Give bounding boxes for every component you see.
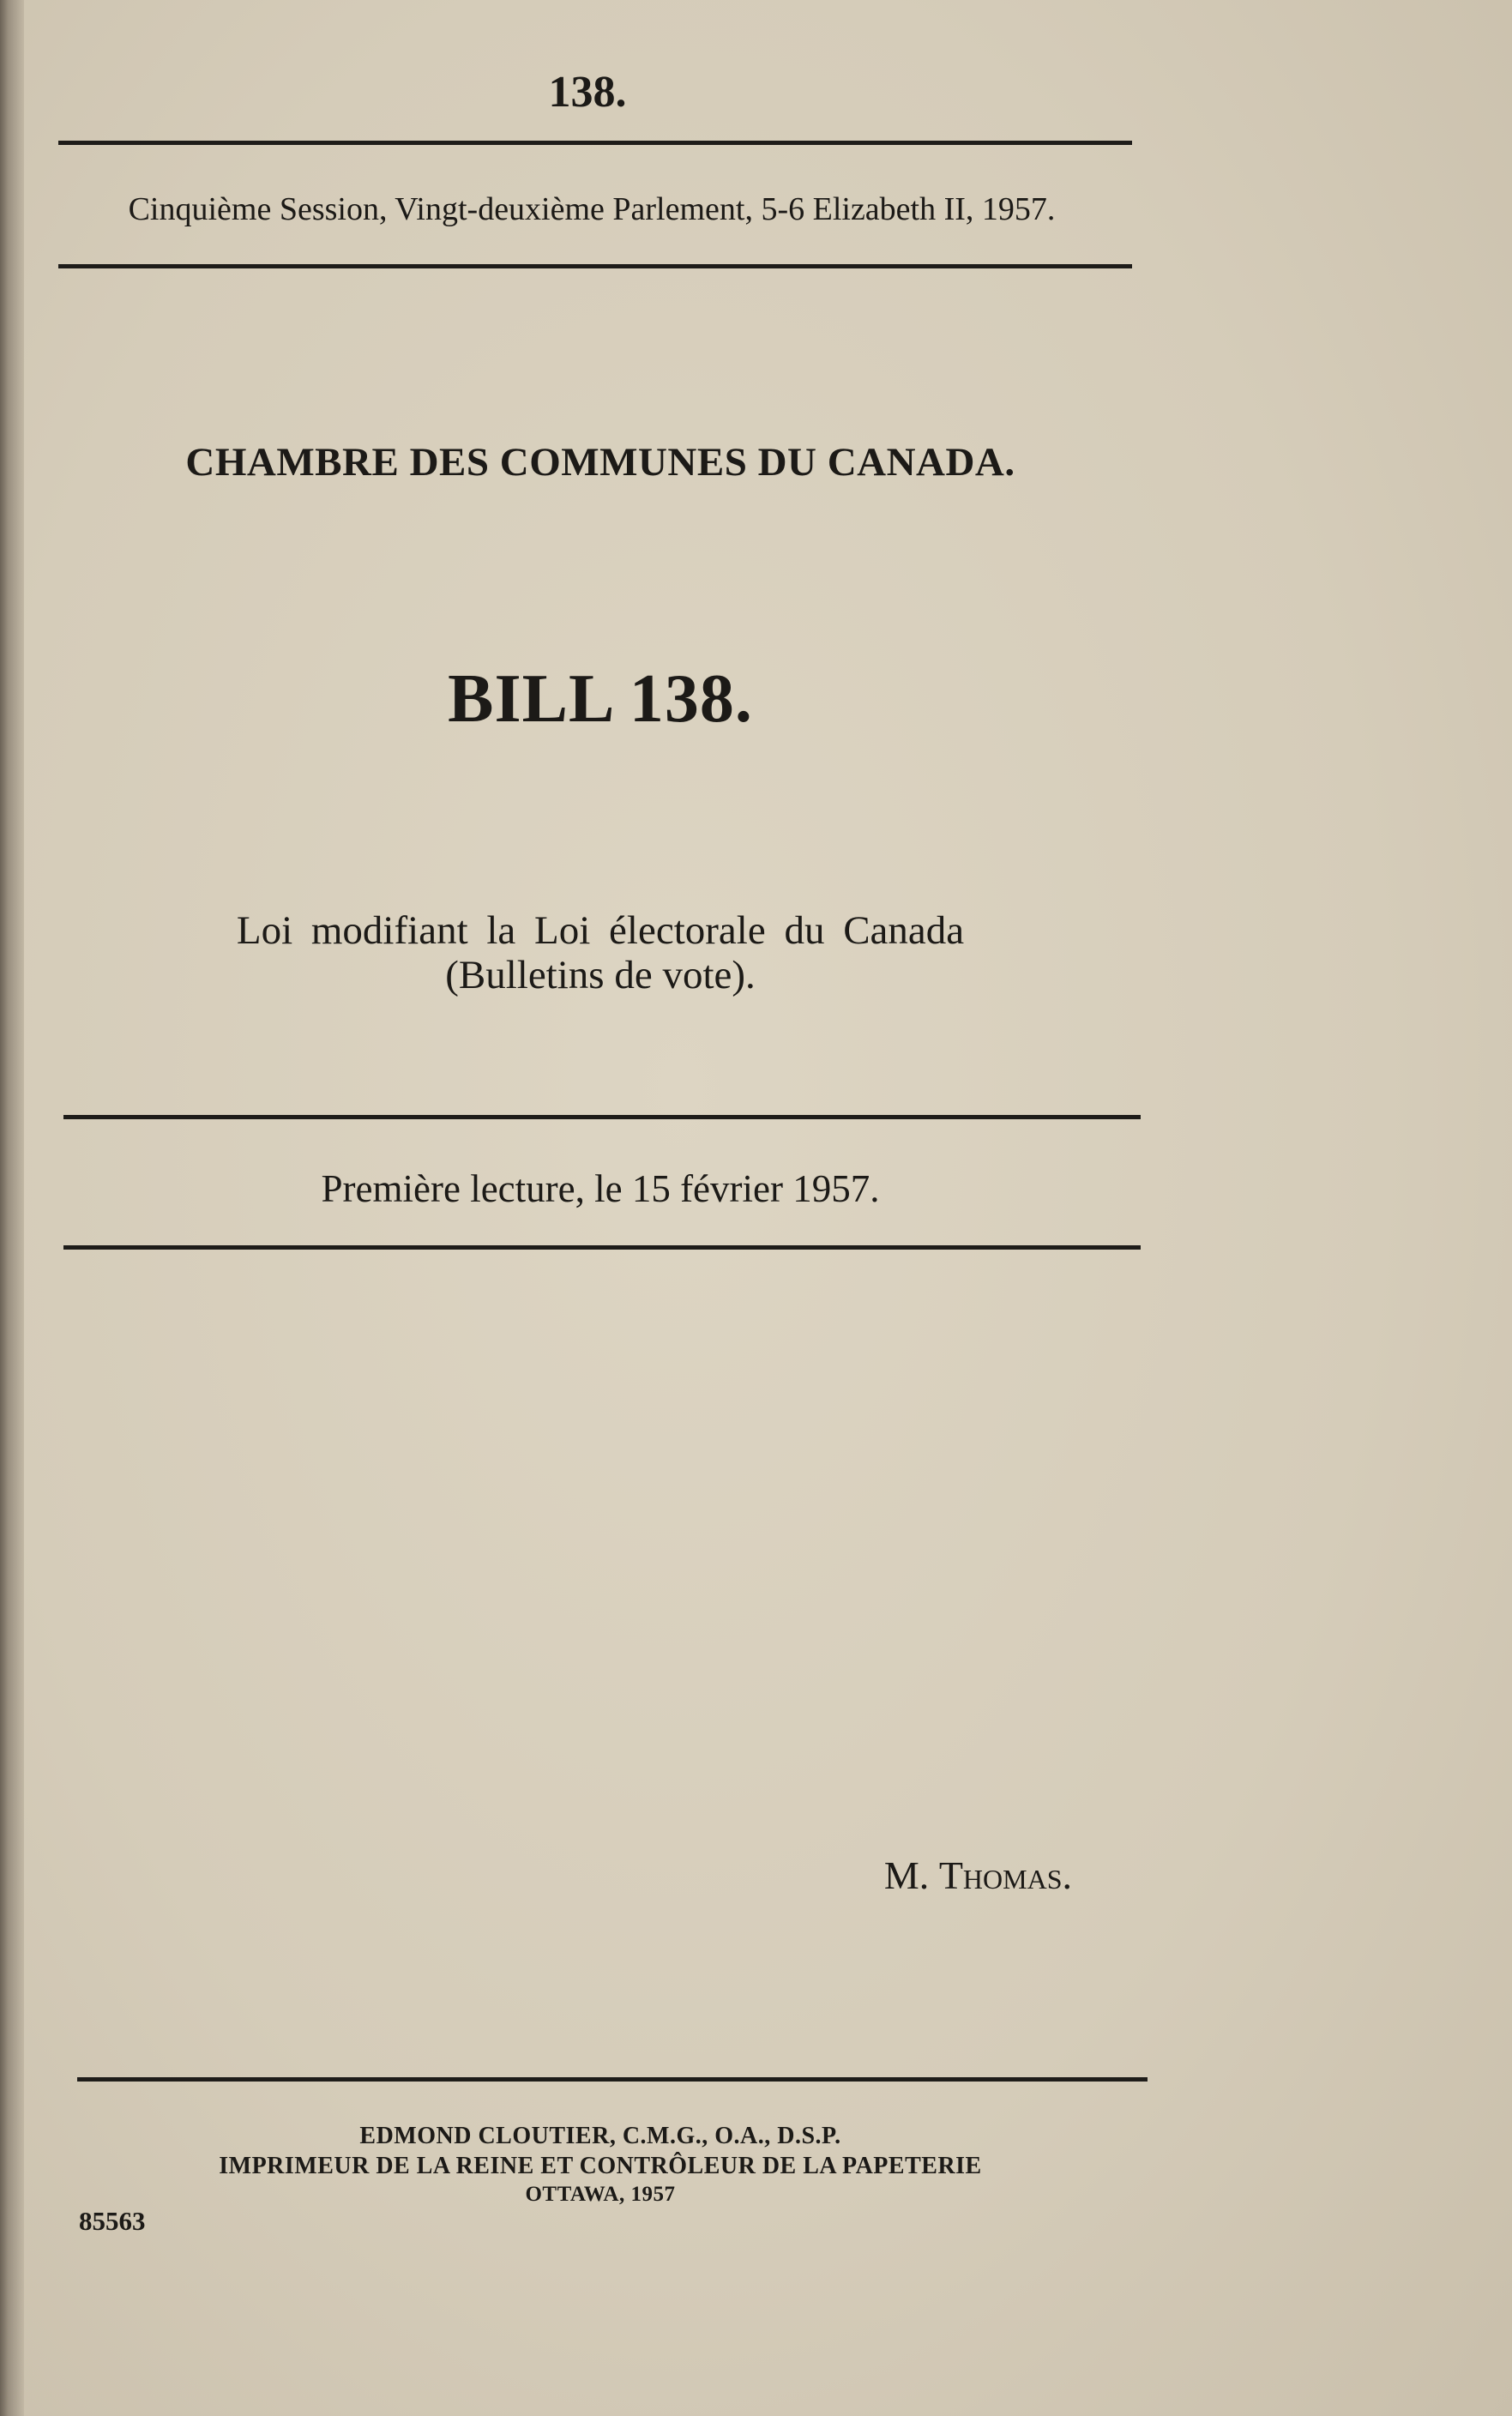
- bill-number: BILL 138.: [448, 661, 753, 737]
- footer-rule: [77, 2077, 1148, 2082]
- reading-rule-bottom: [63, 1245, 1141, 1250]
- bill-title-line-1: Loi modifiant la Loi électorale du Canada: [236, 908, 965, 953]
- chamber-heading: CHAMBRE DES COMMUNES DU CANADA.: [185, 440, 1015, 485]
- first-reading-date: Première lecture, le 15 février 1957.: [321, 1167, 880, 1210]
- print-code: 85563: [79, 2206, 146, 2236]
- session-rule: [58, 264, 1132, 268]
- sponsor-prefix: M.: [883, 1853, 930, 1897]
- page-number: 138.: [548, 68, 627, 117]
- binding-edge: [0, 0, 24, 2416]
- top-rule: [58, 141, 1132, 145]
- printer-title: IMPRIMEUR DE LA REINE ET CONTRÔLEUR DE LA PAPETERIE: [219, 2153, 982, 2179]
- session-line: Cinquième Session, Vingt-deuxième Parlement, 5-6 Elizabeth II, 1957.: [128, 191, 1056, 227]
- bill-title-line-2: (Bulletins de vote).: [445, 953, 756, 997]
- bill-sponsor: [772, 1853, 1072, 1898]
- reading-rule-top: [63, 1115, 1141, 1119]
- printer-place: OTTAWA, 1957: [525, 2183, 676, 2206]
- sponsor-name: Thomas.: [938, 1853, 1072, 1897]
- printer-name: EDMOND CLOUTIER, C.M.G., O.A., D.S.P.: [359, 2123, 841, 2149]
